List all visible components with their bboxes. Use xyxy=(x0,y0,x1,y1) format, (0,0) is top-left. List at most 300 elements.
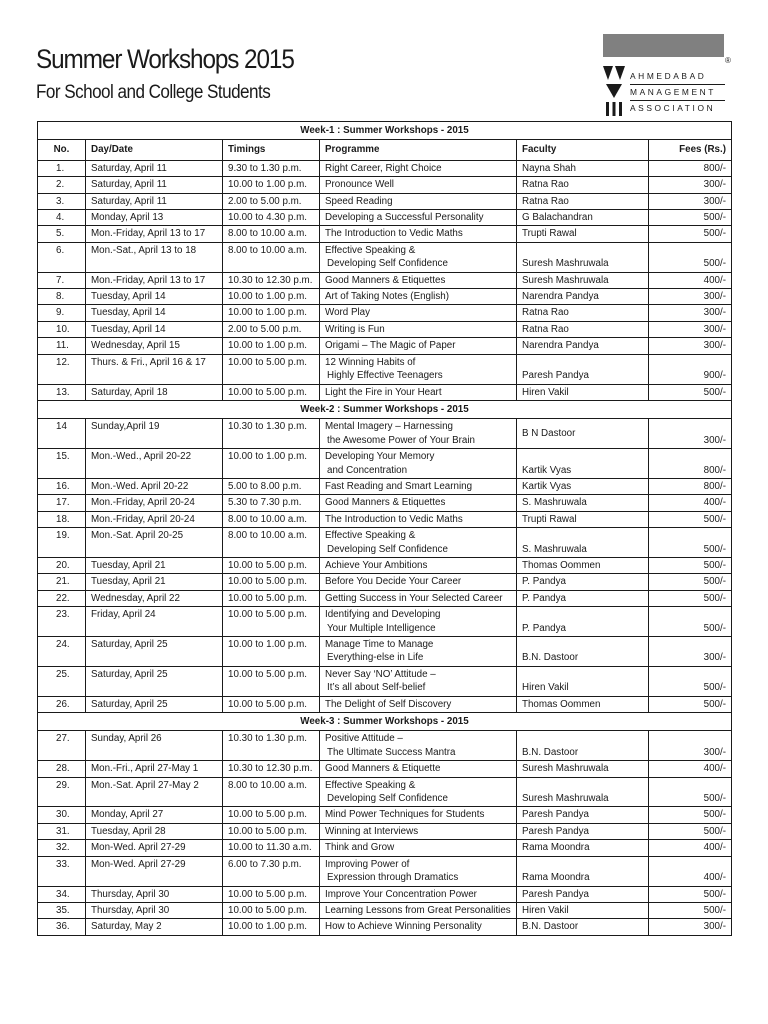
cell-faculty: G Balachandran xyxy=(517,210,649,226)
cell-faculty: Suresh Mashruwala xyxy=(517,761,649,777)
cell-date: Friday, April 24 xyxy=(86,607,223,637)
cell-programme xyxy=(320,160,517,176)
cell-no: 24. xyxy=(38,637,86,667)
cell-faculty: Trupti Rawal xyxy=(517,226,649,242)
cell-no: 12. xyxy=(38,354,86,384)
programme-line: The Delight of Self Discovery xyxy=(325,698,452,710)
cell-timings: 2.00 to 5.00 p.m. xyxy=(223,321,320,337)
cell-fees: 300/- xyxy=(649,731,732,761)
cell-programme xyxy=(320,528,517,558)
cell-timings: 8.00 to 10.00 a.m. xyxy=(223,777,320,807)
cell-date: Saturday, April 25 xyxy=(86,696,223,712)
cell-date: Mon.-Sat. April 27-May 2 xyxy=(86,777,223,807)
cell-timings: 10.00 to 1.00 p.m. xyxy=(223,338,320,354)
cell-faculty: Ratna Rao xyxy=(517,321,649,337)
programme-line: Achieve Your Ambitions xyxy=(325,559,428,571)
cell-timings: 8.00 to 10.00 a.m. xyxy=(223,528,320,558)
cell-timings: 10.00 to 5.00 p.m. xyxy=(223,574,320,590)
cell-date: Saturday, April 25 xyxy=(86,666,223,696)
cell-date: Tuesday, April 28 xyxy=(86,823,223,839)
table-row xyxy=(38,242,732,272)
programme-line: Effective Speaking & xyxy=(325,244,416,256)
cell-date: Tuesday, April 21 xyxy=(86,574,223,590)
cell-fees: 800/- xyxy=(649,478,732,494)
cell-fees: 500/- xyxy=(649,777,732,807)
programme-line: Effective Speaking & xyxy=(325,779,416,791)
cell-faculty: Hiren Vakil xyxy=(517,902,649,918)
cell-programme xyxy=(320,478,517,494)
cell-faculty: Ratna Rao xyxy=(517,177,649,193)
cell-faculty: B.N. Dastoor xyxy=(517,731,649,761)
cell-date: Mon.-Sat. April 20-25 xyxy=(86,528,223,558)
cell-date: Mon-Wed. April 27-29 xyxy=(86,840,223,856)
cell-date: Tuesday, April 21 xyxy=(86,557,223,573)
programme-line: Think and Grow xyxy=(325,842,395,854)
cell-no: 9. xyxy=(38,305,86,321)
programme-line: It’s all about Self-belief xyxy=(327,682,426,694)
cell-faculty: Paresh Pandya xyxy=(517,354,649,384)
cell-fees: 500/- xyxy=(649,902,732,918)
table-row xyxy=(38,574,732,590)
cell-date: Monday, April 27 xyxy=(86,807,223,823)
cell-no: 6. xyxy=(38,242,86,272)
column-header-faculty: Faculty xyxy=(517,140,649,160)
cell-faculty: Thomas Oommen xyxy=(517,557,649,573)
table-row xyxy=(38,210,732,226)
column-header-prog: Programme xyxy=(320,140,517,160)
cell-fees: 300/- xyxy=(649,177,732,193)
week-header-row xyxy=(38,122,732,140)
programme-line: Writing is Fun xyxy=(325,323,385,335)
programme-line: and Concentration xyxy=(327,464,408,476)
page-title: Summer Workshops 2015 xyxy=(36,44,294,74)
cell-programme xyxy=(320,289,517,305)
cell-fees: 900/- xyxy=(649,354,732,384)
cell-fees: 400/- xyxy=(649,495,732,511)
cell-no: 19. xyxy=(38,528,86,558)
programme-line: Light the Fire in Your Heart xyxy=(325,386,442,398)
cell-no: 26. xyxy=(38,696,86,712)
cell-no: 15. xyxy=(38,449,86,479)
cell-faculty: Trupti Rawal xyxy=(517,511,649,527)
cell-faculty: Kartik Vyas xyxy=(517,478,649,494)
week-title: Week-1 : Summer Workshops - 2015 xyxy=(38,122,732,140)
week-header-row xyxy=(38,400,732,418)
cell-date: Mon.-Friday, April 20-24 xyxy=(86,495,223,511)
cell-no: 16. xyxy=(38,478,86,494)
cell-timings: 10.00 to 5.00 p.m. xyxy=(223,807,320,823)
cell-faculty: S. Mashruwala xyxy=(517,495,649,511)
cell-faculty: Rama Moondra xyxy=(517,856,649,886)
cell-faculty: P. Pandya xyxy=(517,574,649,590)
cell-timings: 10.00 to 5.00 p.m. xyxy=(223,886,320,902)
cell-date: Saturday, April 11 xyxy=(86,177,223,193)
programme-line: Mental Imagery – Harnessing xyxy=(325,421,453,433)
cell-timings: 10.00 to 5.00 p.m. xyxy=(223,902,320,918)
programme-line: Developing Self Confidence xyxy=(327,543,448,555)
programme-line: Good Manners & Etiquettes xyxy=(325,497,446,509)
cell-fees: 400/- xyxy=(649,840,732,856)
cell-programme xyxy=(320,731,517,761)
table-row xyxy=(38,305,732,321)
cell-date: Thurs. & Fri., April 16 & 17 xyxy=(86,354,223,384)
cell-date: Mon-Wed. April 27-29 xyxy=(86,856,223,886)
cell-programme xyxy=(320,919,517,935)
programme-line: Identifying and Developing xyxy=(325,609,441,621)
programme-line: The Introduction to Vedic Maths xyxy=(325,228,463,240)
programme-line: The Ultimate Success Mantra xyxy=(327,746,456,758)
cell-fees: 400/- xyxy=(649,856,732,886)
cell-timings: 9.30 to 1.30 p.m. xyxy=(223,160,320,176)
logo-rule-1 xyxy=(630,84,725,85)
workshop-table xyxy=(37,121,732,936)
cell-no: 29. xyxy=(38,777,86,807)
cell-fees: 300/- xyxy=(649,637,732,667)
cell-fees: 300/- xyxy=(649,193,732,209)
cell-fees: 500/- xyxy=(649,574,732,590)
cell-no: 34. xyxy=(38,886,86,902)
cell-fees: 500/- xyxy=(649,886,732,902)
cell-faculty: Ratna Rao xyxy=(517,193,649,209)
cell-programme xyxy=(320,511,517,527)
programme-line: How to Achieve Winning Personality xyxy=(325,921,482,933)
cell-date: Saturday, April 18 xyxy=(86,384,223,400)
cell-timings: 10.00 to 1.00 p.m. xyxy=(223,305,320,321)
table-row xyxy=(38,856,732,886)
programme-line: Art of Taking Notes (English) xyxy=(325,291,449,303)
cell-timings: 8.00 to 10.00 a.m. xyxy=(223,242,320,272)
cell-programme xyxy=(320,777,517,807)
cell-date: Mon.-Fri., April 27-May 1 xyxy=(86,761,223,777)
cell-timings: 10.30 to 12.30 p.m. xyxy=(223,272,320,288)
cell-no: 31. xyxy=(38,823,86,839)
table-row xyxy=(38,777,732,807)
cell-faculty: Paresh Pandya xyxy=(517,886,649,902)
cell-programme xyxy=(320,607,517,637)
cell-fees: 500/- xyxy=(649,823,732,839)
cell-timings: 10.00 to 1.00 p.m. xyxy=(223,177,320,193)
cell-timings: 10.00 to 5.00 p.m. xyxy=(223,590,320,606)
cell-no: 21. xyxy=(38,574,86,590)
cell-fees: 800/- xyxy=(649,160,732,176)
cell-date: Mon.-Wed. April 20-22 xyxy=(86,478,223,494)
cell-no: 23. xyxy=(38,607,86,637)
cell-timings: 10.30 to 1.30 p.m. xyxy=(223,731,320,761)
cell-programme xyxy=(320,557,517,573)
table-row xyxy=(38,823,732,839)
programme-line: Word Play xyxy=(325,307,371,319)
cell-no: 28. xyxy=(38,761,86,777)
cell-faculty: Thomas Oommen xyxy=(517,696,649,712)
cell-fees: 500/- xyxy=(649,807,732,823)
logo-line-3: ASSOCIATION xyxy=(630,103,716,113)
table-row xyxy=(38,272,732,288)
cell-timings: 10.00 to 11.30 a.m. xyxy=(223,840,320,856)
logo-grey-bar xyxy=(603,34,724,57)
cell-date: Tuesday, April 14 xyxy=(86,305,223,321)
table-row xyxy=(38,666,732,696)
cell-date: Mon.-Sat., April 13 to 18 xyxy=(86,242,223,272)
programme-line: Before You Decide Your Career xyxy=(325,576,462,588)
cell-timings: 10.00 to 5.00 p.m. xyxy=(223,696,320,712)
cell-programme xyxy=(320,177,517,193)
cell-timings: 5.00 to 8.00 p.m. xyxy=(223,478,320,494)
cell-no: 36. xyxy=(38,919,86,935)
programme-line: the Awesome Power of Your Brain xyxy=(327,434,475,446)
cell-programme xyxy=(320,193,517,209)
table-row xyxy=(38,338,732,354)
cell-timings: 10.00 to 5.00 p.m. xyxy=(223,354,320,384)
cell-no: 14 xyxy=(38,419,86,449)
cell-programme xyxy=(320,338,517,354)
table-row xyxy=(38,919,732,935)
registered-mark: ® xyxy=(725,56,731,65)
programme-line: Developing Self Confidence xyxy=(327,258,448,270)
cell-fees: 400/- xyxy=(649,272,732,288)
cell-no: 2. xyxy=(38,177,86,193)
programme-line: Pronounce Well xyxy=(325,179,394,191)
cell-programme xyxy=(320,807,517,823)
programme-line: Highly Effective Teenagers xyxy=(327,370,443,382)
cell-programme xyxy=(320,321,517,337)
cell-programme xyxy=(320,226,517,242)
programme-line: Improving Power of xyxy=(325,858,410,870)
cell-programme xyxy=(320,761,517,777)
cell-fees: 400/- xyxy=(649,761,732,777)
cell-fees: 500/- xyxy=(649,511,732,527)
programme-line: Developing Your Memory xyxy=(325,451,435,463)
cell-fees: 300/- xyxy=(649,419,732,449)
cell-timings: 5.30 to 7.30 p.m. xyxy=(223,495,320,511)
table-row xyxy=(38,607,732,637)
cell-timings: 2.00 to 5.00 p.m. xyxy=(223,193,320,209)
cell-date: Saturday, May 2 xyxy=(86,919,223,935)
cell-fees: 500/- xyxy=(649,590,732,606)
table-row xyxy=(38,696,732,712)
logo-line-2: MANAGEMENT xyxy=(630,87,717,97)
cell-timings: 10.00 to 5.00 p.m. xyxy=(223,384,320,400)
programme-line: 12 Winning Habits of xyxy=(325,356,416,368)
cell-programme xyxy=(320,272,517,288)
table-row xyxy=(38,511,732,527)
programme-line: Manage Time to Manage xyxy=(325,639,434,650)
table-row xyxy=(38,321,732,337)
cell-date: Saturday, April 11 xyxy=(86,160,223,176)
cell-no: 32. xyxy=(38,840,86,856)
cell-timings: 10.00 to 1.00 p.m. xyxy=(223,919,320,935)
cell-no: 25. xyxy=(38,666,86,696)
cell-date: Saturday, April 25 xyxy=(86,637,223,667)
cell-faculty: Nayna Shah xyxy=(517,160,649,176)
programme-line: The Introduction to Vedic Maths xyxy=(325,513,463,525)
cell-faculty: Hiren Vakil xyxy=(517,666,649,696)
cell-no: 5. xyxy=(38,226,86,242)
cell-fees: 500/- xyxy=(649,210,732,226)
column-header-time: Timings xyxy=(223,140,320,160)
programme-line: Learning Lessons from Great Personalities xyxy=(325,904,511,916)
cell-programme xyxy=(320,590,517,606)
programme-line: Developing Self Confidence xyxy=(327,793,448,805)
cell-date: Tuesday, April 14 xyxy=(86,289,223,305)
table-row xyxy=(38,495,732,511)
cell-fees: 500/- xyxy=(649,666,732,696)
cell-programme xyxy=(320,886,517,902)
cell-fees: 300/- xyxy=(649,338,732,354)
cell-date: Thursday, April 30 xyxy=(86,886,223,902)
cell-faculty: Hiren Vakil xyxy=(517,384,649,400)
cell-fees: 300/- xyxy=(649,289,732,305)
table-row xyxy=(38,528,732,558)
table-row xyxy=(38,160,732,176)
cell-date: Wednesday, April 22 xyxy=(86,590,223,606)
cell-fees: 500/- xyxy=(649,528,732,558)
cell-programme xyxy=(320,210,517,226)
column-header-fees: Fees (Rs.) xyxy=(649,140,732,160)
page-subtitle: For School and College Students xyxy=(36,82,271,103)
cell-programme xyxy=(320,419,517,449)
cell-date: Thursday, April 30 xyxy=(86,902,223,918)
cell-faculty: Suresh Mashruwala xyxy=(517,242,649,272)
programme-line: Never Say ‘NO’ Attitude – xyxy=(325,668,436,680)
programme-line: Improve Your Concentration Power xyxy=(325,888,477,900)
cell-no: 7. xyxy=(38,272,86,288)
cell-no: 27. xyxy=(38,731,86,761)
cell-faculty: Kartik Vyas xyxy=(517,449,649,479)
cell-timings: 10.00 to 5.00 p.m. xyxy=(223,557,320,573)
table-row xyxy=(38,886,732,902)
cell-no: 30. xyxy=(38,807,86,823)
cell-timings: 10.00 to 5.00 p.m. xyxy=(223,823,320,839)
table-row xyxy=(38,226,732,242)
cell-date: Sunday,April 19 xyxy=(86,419,223,449)
cell-programme xyxy=(320,305,517,321)
cell-programme xyxy=(320,902,517,918)
programme-line: Mind Power Techniques for Students xyxy=(325,809,485,821)
table-row xyxy=(38,384,732,400)
cell-faculty: P. Pandya xyxy=(517,590,649,606)
cell-timings: 10.30 to 12.30 p.m. xyxy=(223,761,320,777)
programme-line: Positive Attitude – xyxy=(325,733,403,745)
workshop-table-body xyxy=(38,122,732,936)
programme-line: Everything-else in Life xyxy=(327,652,424,664)
cell-timings: 10.00 to 1.00 p.m. xyxy=(223,289,320,305)
column-header-no: No. xyxy=(38,140,86,160)
programme-line: Your Multiple Intelligence xyxy=(327,622,436,634)
cell-faculty: Suresh Mashruwala xyxy=(517,777,649,807)
table-row xyxy=(38,478,732,494)
cell-programme xyxy=(320,637,517,667)
cell-no: 22. xyxy=(38,590,86,606)
table-row xyxy=(38,761,732,777)
cell-faculty: B.N. Dastoor xyxy=(517,637,649,667)
table-row xyxy=(38,902,732,918)
cell-no: 33. xyxy=(38,856,86,886)
table-row xyxy=(38,557,732,573)
column-header-date: Day/Date xyxy=(86,140,223,160)
cell-programme xyxy=(320,495,517,511)
cell-programme xyxy=(320,242,517,272)
cell-programme xyxy=(320,384,517,400)
ama-logo xyxy=(600,32,735,118)
cell-programme xyxy=(320,823,517,839)
week-title: Week-2 : Summer Workshops - 2015 xyxy=(38,400,732,418)
week-header-row xyxy=(38,713,732,731)
programme-line: Winning at Interviews xyxy=(325,825,419,837)
table-row xyxy=(38,193,732,209)
cell-programme xyxy=(320,840,517,856)
cell-fees: 500/- xyxy=(649,384,732,400)
cell-programme xyxy=(320,666,517,696)
cell-fees: 500/- xyxy=(649,242,732,272)
table-row xyxy=(38,289,732,305)
table-row xyxy=(38,590,732,606)
programme-line: Expression through Dramatics xyxy=(327,872,459,884)
table-row xyxy=(38,354,732,384)
cell-programme xyxy=(320,696,517,712)
cell-timings: 10.00 to 5.00 p.m. xyxy=(223,607,320,637)
logo-line-1: AHMEDABAD xyxy=(630,71,707,81)
cell-faculty: Paresh Pandya xyxy=(517,807,649,823)
cell-faculty: B N Dastoor xyxy=(517,419,649,449)
cell-no: 8. xyxy=(38,289,86,305)
cell-date: Mon.-Wed., April 20-22 xyxy=(86,449,223,479)
cell-no: 4. xyxy=(38,210,86,226)
cell-fees: 300/- xyxy=(649,919,732,935)
cell-fees: 500/- xyxy=(649,557,732,573)
cell-faculty: Rama Moondra xyxy=(517,840,649,856)
cell-programme xyxy=(320,574,517,590)
cell-fees: 800/- xyxy=(649,449,732,479)
cell-no: 35. xyxy=(38,902,86,918)
cell-programme xyxy=(320,856,517,886)
programme-line: Origami – The Magic of Paper xyxy=(325,340,456,352)
cell-faculty: Ratna Rao xyxy=(517,305,649,321)
cell-fees: 500/- xyxy=(649,607,732,637)
table-row xyxy=(38,177,732,193)
cell-no: 1. xyxy=(38,160,86,176)
cell-date: Wednesday, April 15 xyxy=(86,338,223,354)
programme-line: Fast Reading and Smart Learning xyxy=(325,480,473,492)
table-row xyxy=(38,840,732,856)
programme-line: Getting Success in Your Selected Career xyxy=(325,592,503,604)
programme-line: Effective Speaking & xyxy=(325,530,416,542)
cell-date: Mon.-Friday, April 13 to 17 xyxy=(86,226,223,242)
cell-date: Saturday, April 11 xyxy=(86,193,223,209)
programme-line: Speed Reading xyxy=(325,195,393,207)
cell-date: Mon.-Friday, April 20-24 xyxy=(86,511,223,527)
week-title: Week-3 : Summer Workshops - 2015 xyxy=(38,713,732,731)
programme-line: Good Manners & Etiquettes xyxy=(325,274,446,286)
table-row xyxy=(38,637,732,667)
cell-timings: 8.00 to 10.00 a.m. xyxy=(223,226,320,242)
table-row xyxy=(38,807,732,823)
table-row xyxy=(38,419,732,449)
cell-timings: 10.30 to 1.30 p.m. xyxy=(223,419,320,449)
cell-fees: 300/- xyxy=(649,321,732,337)
cell-faculty: S. Mashruwala xyxy=(517,528,649,558)
cell-faculty: B.N. Dastoor xyxy=(517,919,649,935)
logo-rule-2 xyxy=(630,100,725,101)
programme-line: Good Manners & Etiquette xyxy=(325,763,441,775)
cell-no: 3. xyxy=(38,193,86,209)
programme-line: Developing a Successful Personality xyxy=(325,212,484,224)
table-row xyxy=(38,731,732,761)
cell-no: 18. xyxy=(38,511,86,527)
cell-date: Sunday, April 26 xyxy=(86,731,223,761)
cell-date: Mon.-Friday, April 13 to 17 xyxy=(86,272,223,288)
cell-timings: 6.00 to 7.30 p.m. xyxy=(223,856,320,886)
cell-programme xyxy=(320,354,517,384)
